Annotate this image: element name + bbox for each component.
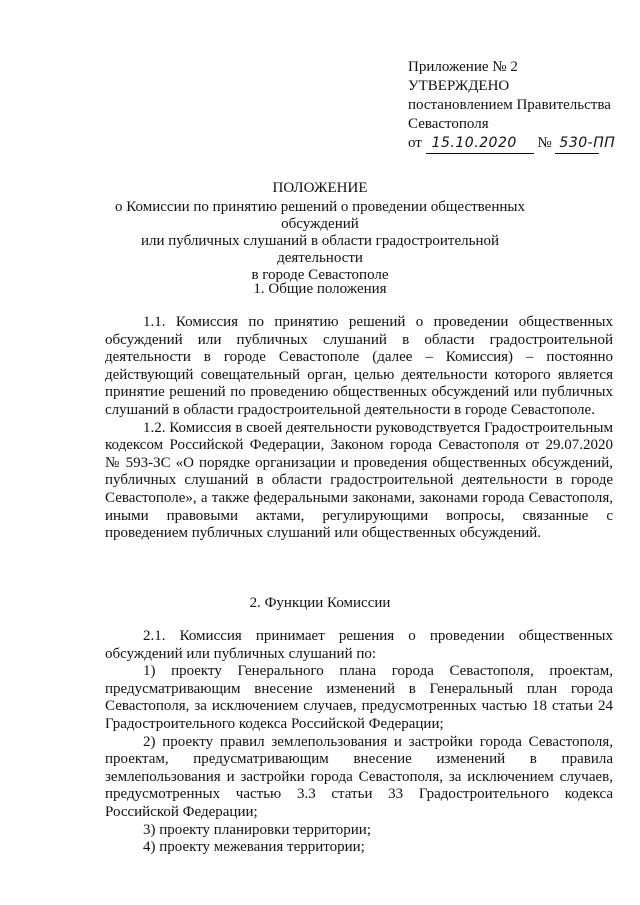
list-item-2: 2) проекту правил землепользования и застройки города Севастополя, проектам, предусматривающим внесение изменений в правила землепользования и застройки города Севастополя, за исключением случаев, предусмотренных частью 3.3 статьи 33 Градостроительного кодекса Российской Федерации; [105,733,613,820]
resolution-line-1: постановлением Правительства [408,97,611,113]
appendix-label: Приложение № 2 [408,59,518,75]
date-number-line [408,134,633,154]
list-item-4: 4) проекту межевания территории; [143,839,365,856]
paragraph-1-2: 1.2. Комиссия в своей деятельности руководствуется Градостроительным кодексом Российской Федерации, Законом города Севастополя от 29.07.2020 № 593-ЗС «О порядке организации и проведения общественных обсуждений, публичных слушаний в области градостроительной деятельности в городе Севастополе», а также федеральными законами, законами города Севастополя, иными правовыми актами, регулирующими вопросы, связанные с проведением публичных слушаний или общественных обсуждений. [105,419,613,542]
paragraph-1-1: 1.1. Комиссия по принятию решений о проведении общественных обсуждений или публичных слушаний в области градостроительной деятельности в городе Севастополе (далее – Комиссия) – постоянно действующий совещательный орган, целью деятельности которого является принятие решений по проведению общественных обсуждений или публичных слушаний в области градостроительной деятельности в городе Севастополе. [105,314,613,418]
section-1-body [105,314,613,543]
title-line-1: о Комиссии по принятию решений о проведении общественных обсуждений [115,199,525,232]
number-value: 530-ПП [555,134,599,154]
number-prefix: № [537,135,552,151]
list-item-1: 1) проекту Генерального плана города Севастополя, проектам, предусматривающим внесение изменений в Генеральный план города Севастополя, за исключением случаев, предусмотренных частью 18 статьи 24 Градостроительного кодекса Российской Федерации; [105,663,613,732]
section-2-body [105,628,613,857]
title-line-2: или публичных слушаний в области градостроительной деятельности [140,233,500,266]
approval-block [408,58,633,154]
title-heading: ПОЛОЖЕНИЕ [272,180,368,196]
approved-label: УТВЕРЖДЕНО [408,78,510,94]
title-line-3: в городе Севастополе [251,267,389,283]
section-1-heading: 1. Общие положения [253,281,387,297]
date-prefix: от [408,135,422,151]
section-2-heading: 2. Функции Комиссии [249,595,391,611]
document-title [105,180,535,284]
list-item-3: 3) проекту планировки территории; [143,821,372,838]
resolution-line-2: Севастополя [408,116,489,132]
date-value: 15.10.2020 [426,134,534,154]
paragraph-2-1: 2.1. Комиссия принимает решения о проведении общественных обсуждений или публичных слушаний по: [105,628,613,662]
